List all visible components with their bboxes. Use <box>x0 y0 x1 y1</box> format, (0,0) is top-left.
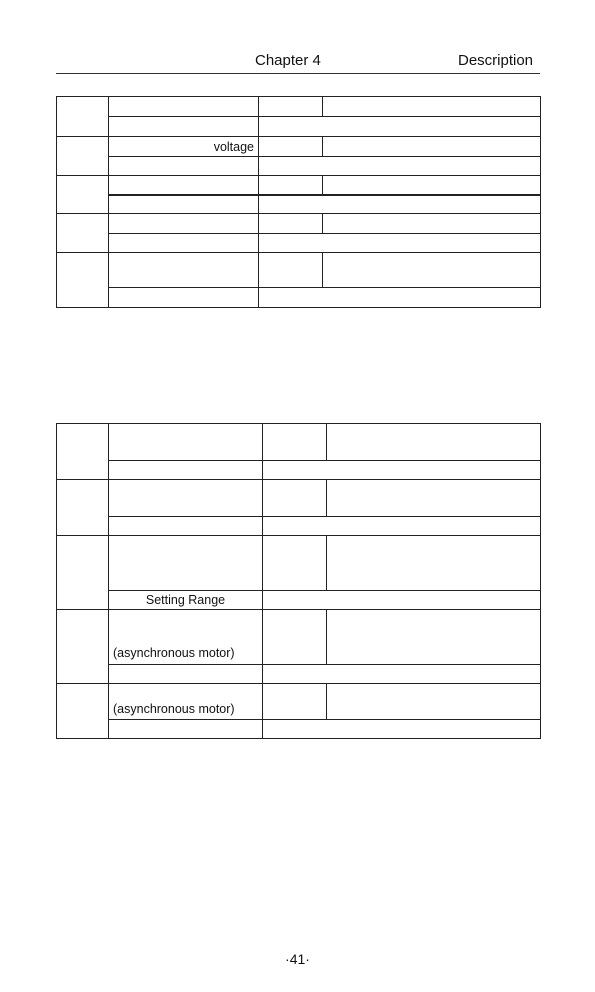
table-row <box>57 517 541 536</box>
default-value-cell <box>327 684 541 720</box>
setting-range-label-cell <box>109 461 263 480</box>
table-row <box>57 424 541 461</box>
chapter-label: Chapter 4 <box>255 52 321 69</box>
param-code-cell <box>57 610 109 684</box>
setting-range-label-cell <box>109 234 259 253</box>
setting-range-label-cell <box>109 720 263 739</box>
setting-range-label-cell <box>109 117 259 137</box>
page-number: ·41· <box>285 951 310 967</box>
setting-range-label-cell <box>109 157 259 176</box>
default-value-cell <box>323 137 541 157</box>
parameter-table-1 <box>56 96 541 308</box>
param-code-cell <box>57 176 109 214</box>
param-name-cell: (asynchronous motor) <box>109 684 263 720</box>
param-code-cell <box>57 137 109 176</box>
default-label-cell <box>263 424 327 461</box>
setting-range-label-cell <box>109 288 259 308</box>
table-row <box>57 176 541 195</box>
param-code-cell <box>57 684 109 739</box>
default-label-cell <box>263 610 327 665</box>
param-name-cell: (asynchronous motor) <box>109 610 263 665</box>
param-name-cell <box>109 424 263 461</box>
default-label-cell <box>263 480 327 517</box>
table-row <box>57 288 541 308</box>
default-label-cell <box>259 137 323 157</box>
table-row <box>57 253 541 288</box>
param-code-cell <box>57 253 109 308</box>
param-name-cell <box>109 536 263 591</box>
default-value-cell <box>323 214 541 234</box>
setting-range-value-cell <box>263 591 541 610</box>
default-label-cell <box>263 536 327 591</box>
param-name-cell <box>109 97 259 117</box>
table-row <box>57 97 541 117</box>
table-row <box>57 536 541 591</box>
default-value-cell <box>323 253 541 288</box>
table-row <box>57 591 541 610</box>
table-row <box>57 214 541 234</box>
table-row <box>57 610 541 665</box>
table-row <box>57 195 541 214</box>
setting-range-label-cell <box>109 517 263 536</box>
default-value-cell <box>323 97 541 117</box>
param-name-cell <box>109 176 259 195</box>
table-row <box>57 137 541 157</box>
setting-range-value-cell <box>259 288 541 308</box>
param-name-cell: voltage <box>109 137 259 157</box>
setting-range-label-cell <box>109 665 263 684</box>
header-rule <box>56 73 540 74</box>
section-label: Description <box>458 52 534 69</box>
default-value-cell <box>323 176 541 195</box>
default-label-cell <box>259 97 323 117</box>
default-value-cell <box>327 536 541 591</box>
table-row <box>57 157 541 176</box>
table-row <box>57 720 541 739</box>
setting-range-value-cell <box>259 117 541 137</box>
setting-range-value-cell <box>259 157 541 176</box>
default-value-cell <box>327 610 541 665</box>
default-value-cell <box>327 480 541 517</box>
default-label-cell <box>259 214 323 234</box>
default-label-cell <box>263 684 327 720</box>
param-code-cell <box>57 424 109 480</box>
param-code-cell <box>57 97 109 137</box>
table-row <box>57 117 541 137</box>
setting-range-value-cell <box>263 720 541 739</box>
setting-range-value-cell <box>259 195 541 214</box>
table-row <box>57 234 541 253</box>
default-label-cell <box>259 176 323 195</box>
setting-range-value-cell <box>263 461 541 480</box>
default-value-cell <box>327 424 541 461</box>
parameter-table-2 <box>56 423 541 739</box>
setting-range-value-cell <box>263 665 541 684</box>
param-name-cell <box>109 214 259 234</box>
table-row <box>57 665 541 684</box>
param-name-cell <box>109 480 263 517</box>
param-code-cell <box>57 536 109 610</box>
setting-range-label-cell: Setting Range <box>109 591 263 610</box>
param-code-cell <box>57 214 109 253</box>
param-code-cell <box>57 480 109 536</box>
param-name-cell <box>109 253 259 288</box>
table-row <box>57 480 541 517</box>
default-label-cell <box>259 253 323 288</box>
setting-range-value-cell <box>263 517 541 536</box>
setting-range-label-cell <box>109 195 259 214</box>
setting-range-value-cell <box>259 234 541 253</box>
table-row <box>57 461 541 480</box>
table-row <box>57 684 541 720</box>
